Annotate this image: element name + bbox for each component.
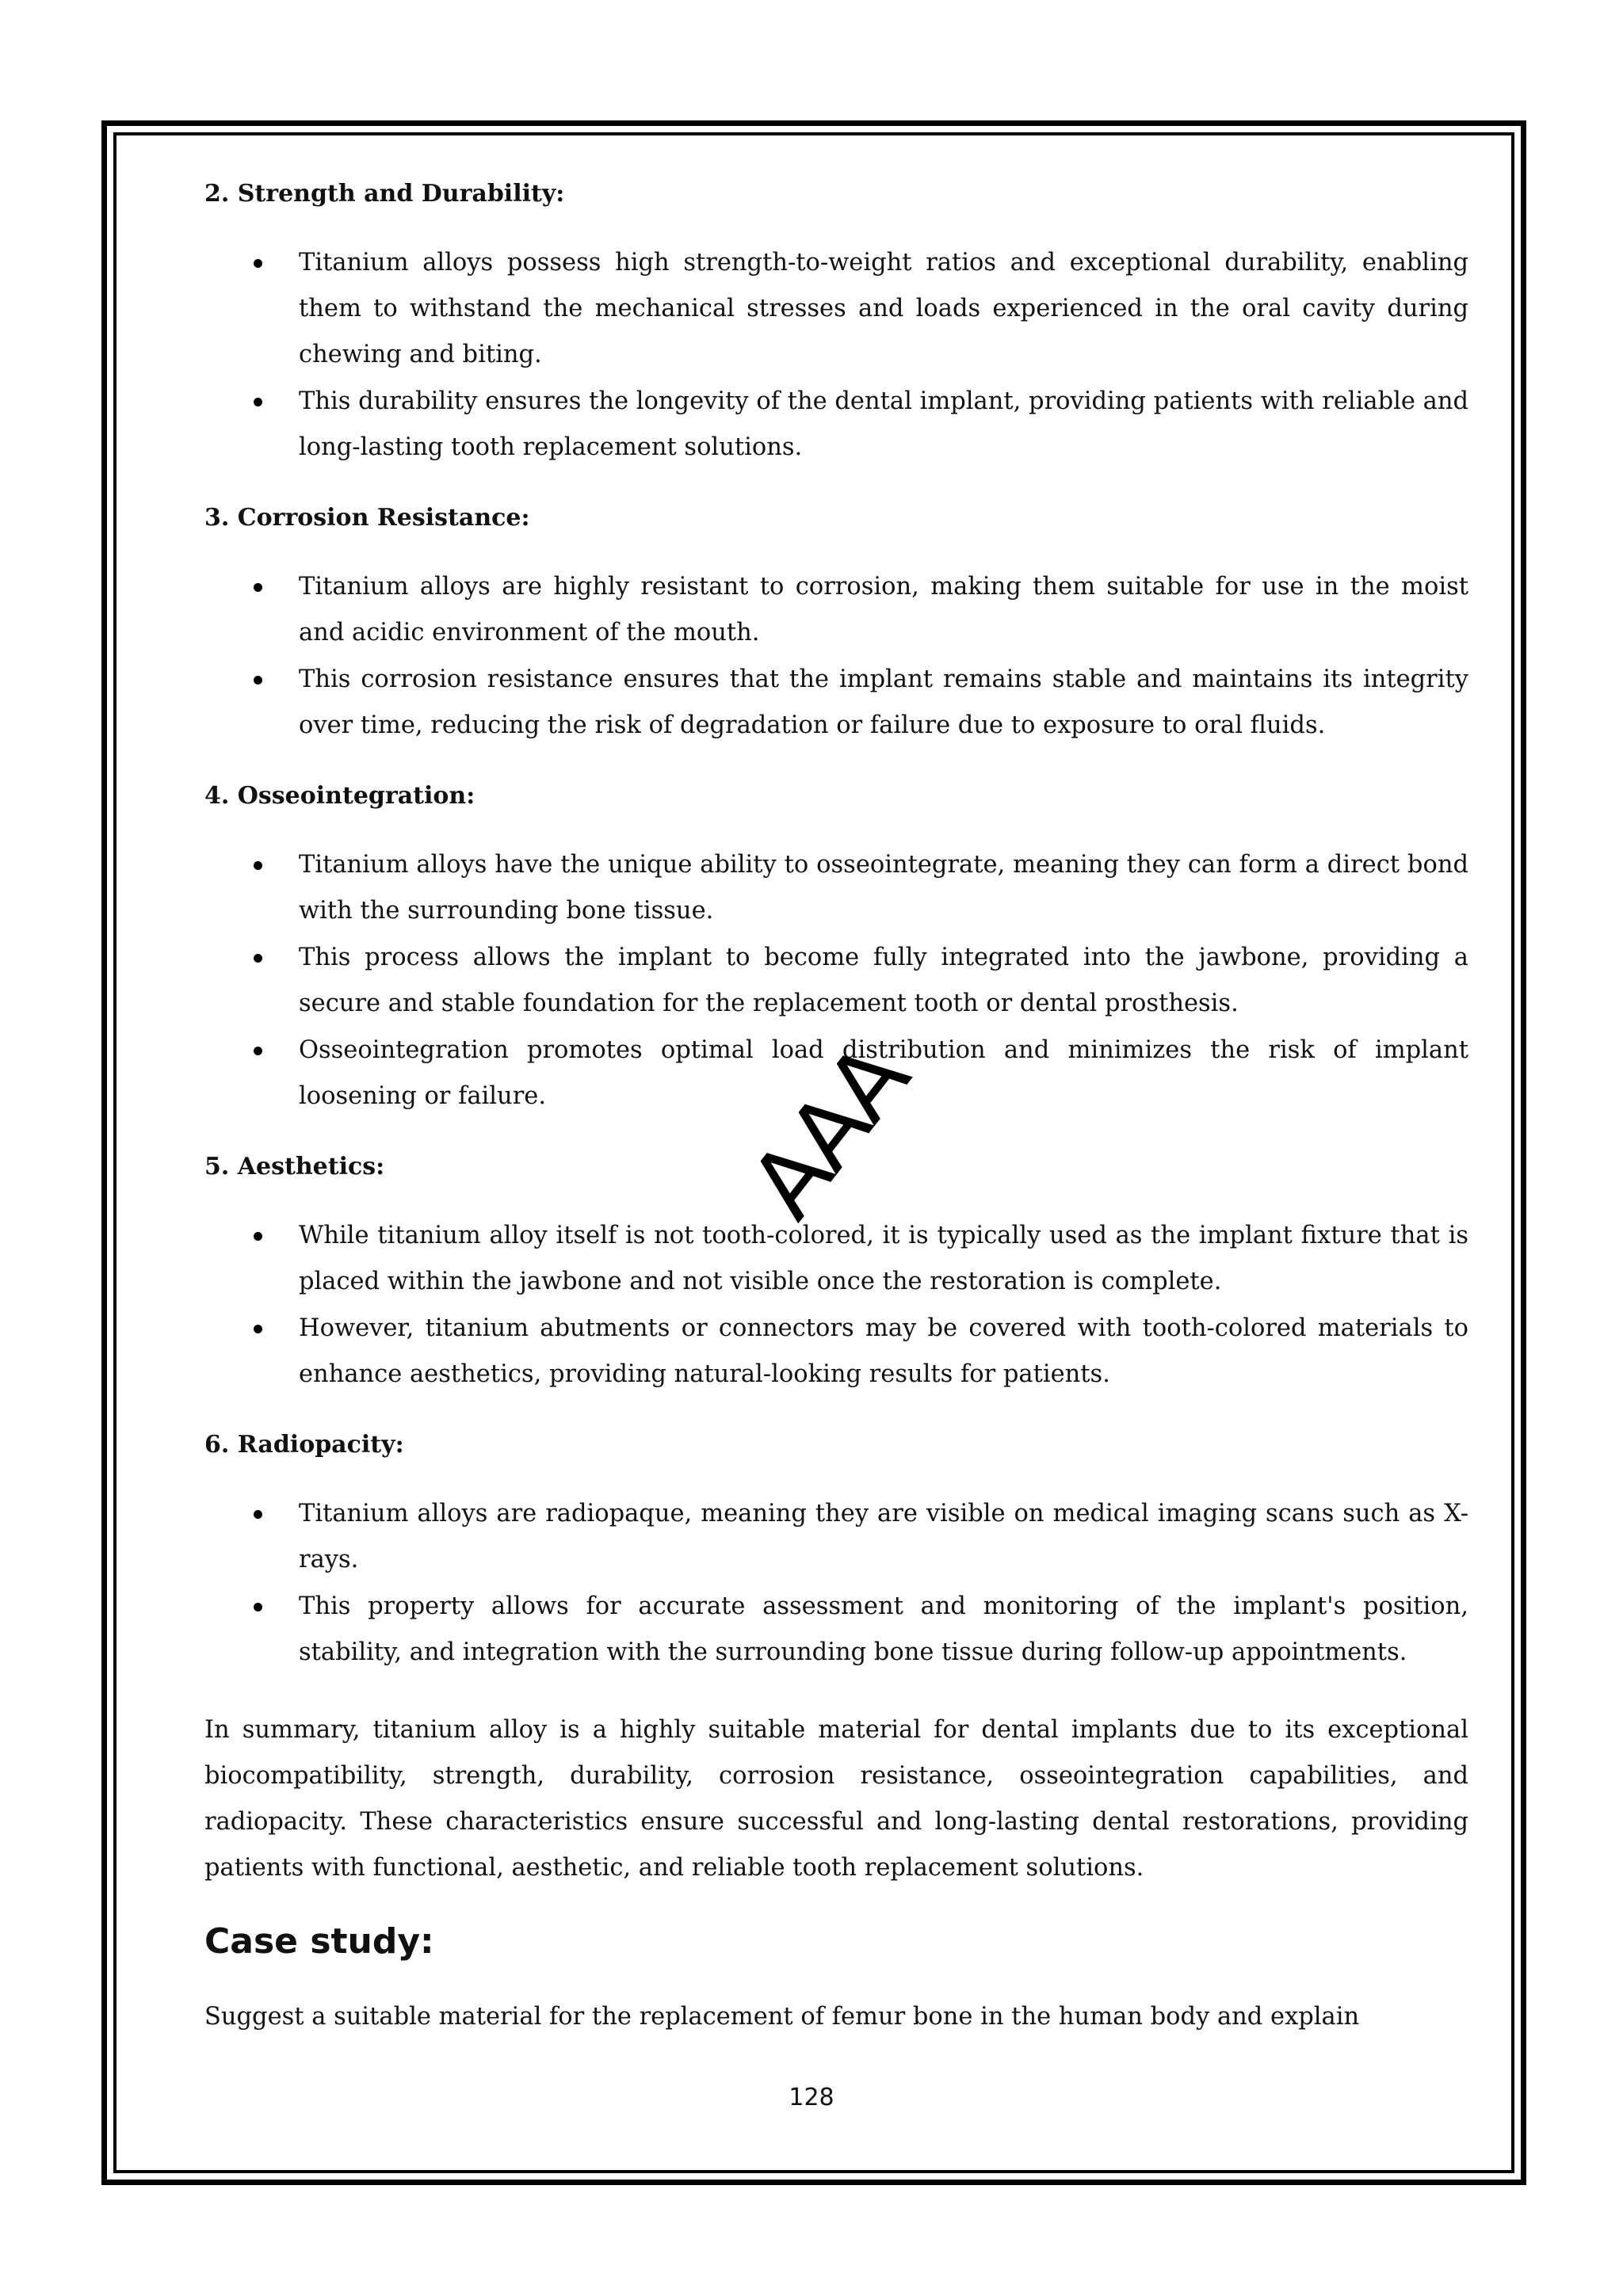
section-heading: 4. Osseointegration: — [204, 782, 475, 810]
bullet-text: This property allows for accurate assessment and monitoring of the implant's position, stability, and integration with the surrounding bone tissue during follow-up appointments. — [299, 1592, 1468, 1666]
bullet-icon — [254, 1047, 262, 1055]
case-study-heading: Case study: — [204, 1921, 434, 1962]
bullet-text: Titanium alloys possess high strength-to-weight ratios and exceptional durability, enabling them to withstand the mechanical stresses and loads experienced in the oral cavity during chewing and biting. — [299, 249, 1468, 368]
list-item — [204, 1491, 1468, 1583]
section-corrosion — [204, 502, 1468, 749]
bullet-list — [204, 1491, 1468, 1676]
section-strength — [204, 178, 1468, 471]
bullet-text: Titanium alloys are radiopaque, meaning they are visible on medical imaging scans such as X-rays. — [299, 1500, 1468, 1573]
section-heading: 5. Aesthetics: — [204, 1153, 385, 1180]
list-item — [204, 657, 1468, 749]
bullet-text: However, titanium abutments or connectors may be covered with tooth-colored materials to enhance aesthetics, providing natural-looking results for patients. — [299, 1314, 1468, 1388]
section-heading: 3. Corrosion Resistance: — [204, 504, 530, 532]
bullet-text: Titanium alloys are highly resistant to corrosion, making them suitable for use in the moist and acidic environment of the mouth. — [299, 573, 1468, 646]
list-item — [204, 1306, 1468, 1398]
bullet-list — [204, 564, 1468, 749]
bullet-icon — [254, 861, 262, 870]
section-radiopacity — [204, 1429, 1468, 1676]
bullet-list — [204, 240, 1468, 471]
bullet-text: This process allows the implant to become fully integrated into the jawbone, providing a secure and stable foundation for the replacement tooth or dental prosthesis. — [299, 944, 1468, 1017]
bullet-icon — [254, 1510, 262, 1519]
section-heading: 2. Strength and Durability: — [204, 180, 565, 208]
bullet-text: This durability ensures the longevity of the dental implant, providing patients with reliable and long-lasting tooth replacement solutions. — [299, 387, 1468, 461]
bullet-icon — [254, 954, 262, 963]
page-number: 128 — [789, 2084, 834, 2111]
bullet-text: This corrosion resistance ensures that the implant remains stable and maintains its integrity over time, reducing the risk of degradation or failure due to exposure to oral fluids. — [299, 666, 1468, 739]
bullet-text: Osseointegration promotes optimal load distribution and minimizes the risk of implant loosening or failure. — [299, 1036, 1468, 1110]
bullet-text: Titanium alloys have the unique ability to osseointegrate, meaning they can form a direct bond with the surrounding bone tissue. — [299, 851, 1468, 925]
list-item — [204, 935, 1468, 1027]
bullet-icon — [254, 398, 262, 406]
bullet-list — [204, 1213, 1468, 1398]
bullet-icon — [254, 1325, 262, 1333]
bullet-icon — [254, 1603, 262, 1611]
watermark: AAA — [728, 1026, 928, 1238]
list-item — [204, 379, 1468, 471]
list-item — [204, 1213, 1468, 1305]
list-item — [204, 1584, 1468, 1676]
bullet-icon — [254, 676, 262, 685]
bullet-icon — [254, 1232, 262, 1241]
case-study-text: Suggest a suitable material for the replacement of femur bone in the human body and explain — [204, 2003, 1360, 2031]
list-item — [204, 564, 1468, 656]
bullet-icon — [254, 583, 262, 592]
bullet-icon — [254, 259, 262, 268]
list-item — [204, 842, 1468, 934]
section-heading: 6. Radiopacity: — [204, 1431, 404, 1459]
list-item — [204, 240, 1468, 378]
bullet-text: While titanium alloy itself is not tooth-colored, it is typically used as the implant fixture that is placed within the jawbone and not visible once the restoration is complete. — [299, 1222, 1468, 1295]
summary-paragraph: In summary, titanium alloy is a highly suitable material for dental implants due to its exceptional biocompatibility, strength, durability, corrosion resistance, osseointegration capabilities, and radiopacity. These characteristics ensure successful and long-lasting dental restorations, providing patients with functional, aesthetic, and reliable tooth replacement solutions. — [204, 1716, 1468, 1882]
